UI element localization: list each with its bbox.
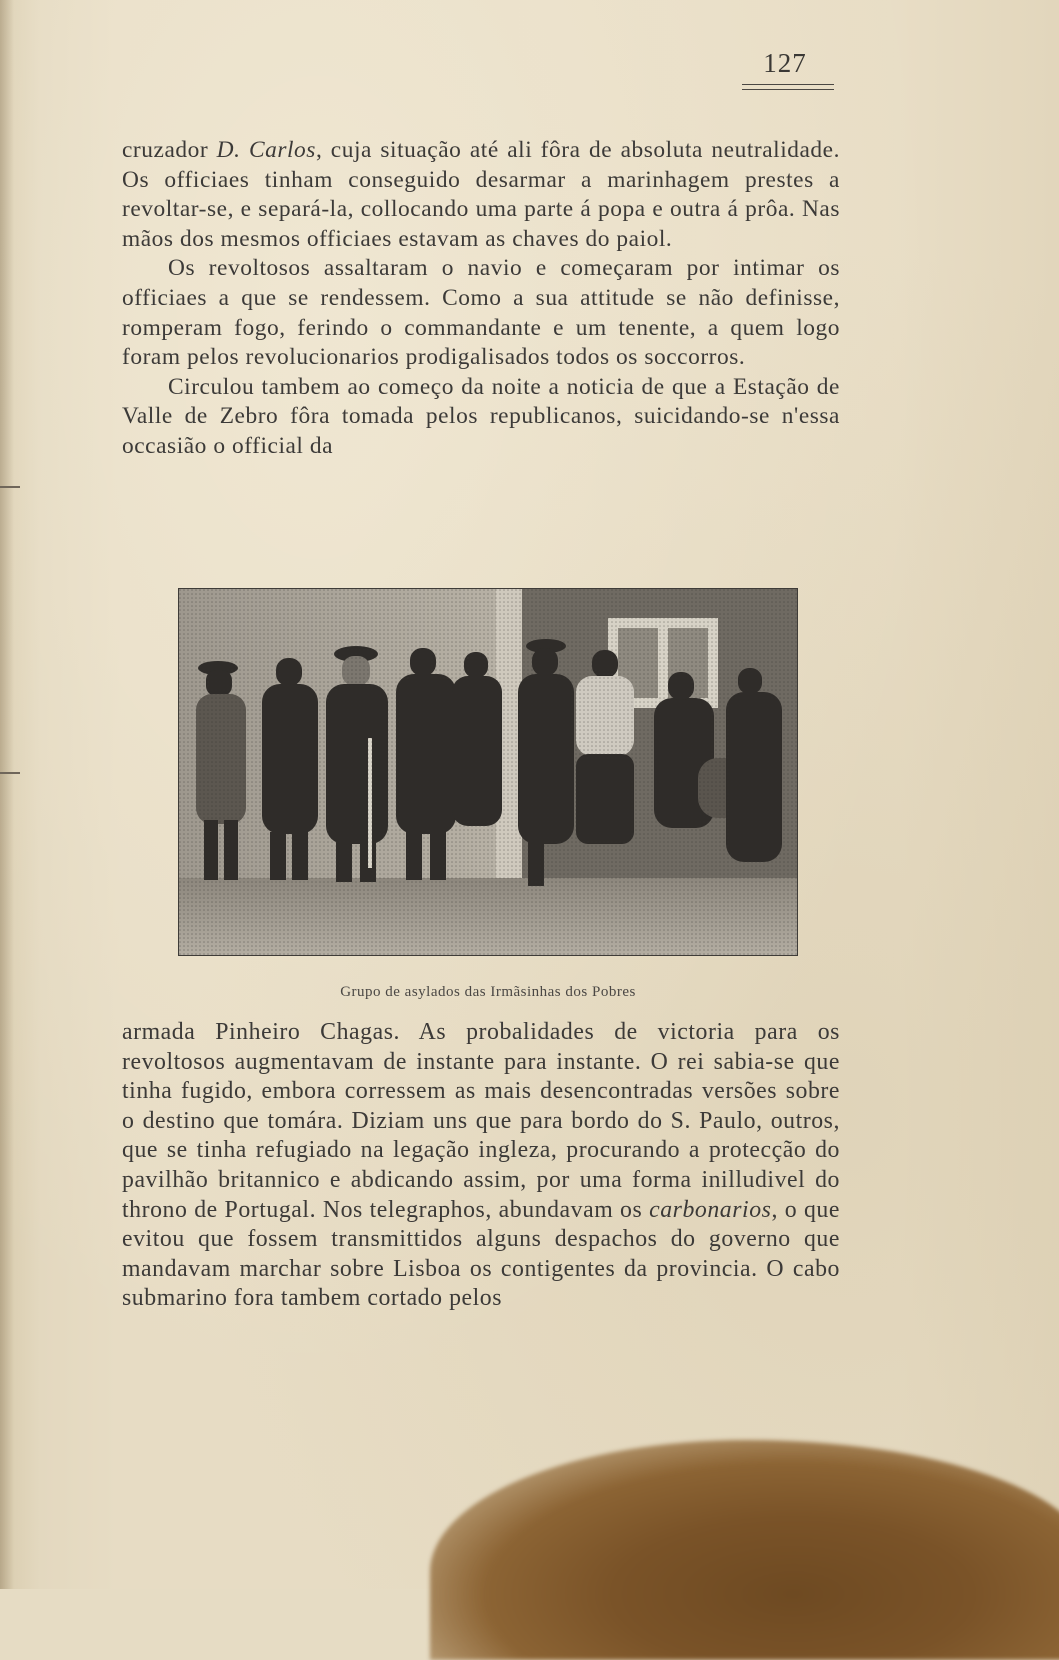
page-number-rule (742, 84, 834, 90)
paragraph: cruzador D. Carlos, cuja situação até ali fôra de absoluta neutralidade. Os officiaes tinham conseguido desarmar a marinhagem prestes a revoltar-se, e separá-la, collocando uma parte á popa e outra á prôa. Nas mãos dos mesmos officiaes estavam as chaves do paiol. (122, 137, 840, 252)
figure-caption: Grupo de asylados das Irmãsinhas dos Pobres (340, 984, 636, 1000)
paragraph: armada Pinheiro Chagas. As probalidades de victoria para os revoltosos augmentavam de instante para instante. O rei sabia-se que tinha fugido, embora corressem as mais desencontradas versões sobre o destino que tomára. Diziam uns que para bordo do S. Paulo, outros, que se tinha refugiado na legação ingleza, procurando a protecção do pavilhão britannico e abdicando assim, por uma forma inilludivel do throno de Portugal. Nos telegraphos, abundavam os carbonarios, o que evitou que fossem transmittidos alguns despachos do governo que mandavam marchar sobre Lisboa os contigentes da provincia. O cabo submarino fora tambem cortado pelos (122, 1019, 840, 1312)
edge-mark (0, 486, 20, 488)
edge-mark (0, 772, 20, 774)
paragraph: Os revoltosos assaltaram o navio e começaram por intimar os officiaes a que se rendessem. Como a sua attitude se não definisse, romperam fogo, ferindo o commandante e um tenente, a quem logo foram pelos revolucionarios prodigalisados todos os soccorros. (122, 255, 840, 371)
halftone-photograph (178, 588, 798, 956)
body-text-top (122, 136, 840, 462)
water-stain (430, 1440, 1059, 1660)
page-number: 127 (763, 48, 807, 78)
binding-shadow (0, 0, 14, 1589)
paragraph: Circulou tambem ao começo da noite a noticia de que a Estação de Valle de Zebro fôra tomada pelos republicanos, suicidando-se n'essa occasião o official da (122, 373, 840, 459)
body-text-bottom (122, 1018, 840, 1314)
